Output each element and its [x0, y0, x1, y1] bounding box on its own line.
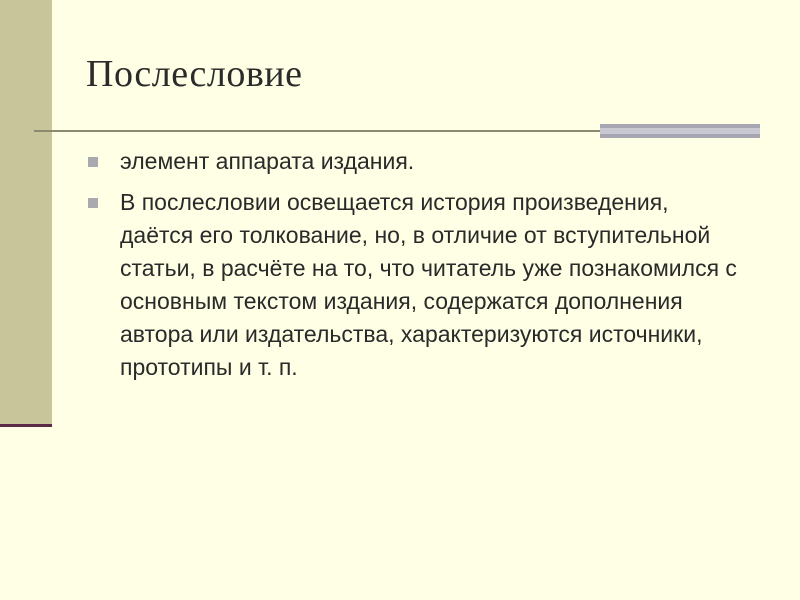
bullet-text-description: В послесловии освещается история произведения, даётся его толкование, но, в отличие от вступительной статьи, в расчёте на то, что читатель уже познакомился с основным текстом издания, содержатся дополнения автора или издательства, характеризуются источники, прототипы и т. п. — [120, 189, 737, 380]
square-bullet-icon — [88, 198, 98, 208]
bullet-item-description — [86, 186, 746, 384]
square-bullet-icon — [88, 157, 98, 167]
slide-title: Послесловие — [86, 53, 303, 95]
bullet-text-definition: элемент аппарата издания. — [120, 148, 415, 174]
left-decorative-band — [0, 0, 52, 425]
bullet-list — [86, 145, 746, 392]
left-band-rule — [0, 424, 52, 427]
title-divider-accent — [600, 124, 760, 138]
bullet-item-definition — [86, 145, 746, 178]
title-divider-line — [34, 130, 600, 132]
